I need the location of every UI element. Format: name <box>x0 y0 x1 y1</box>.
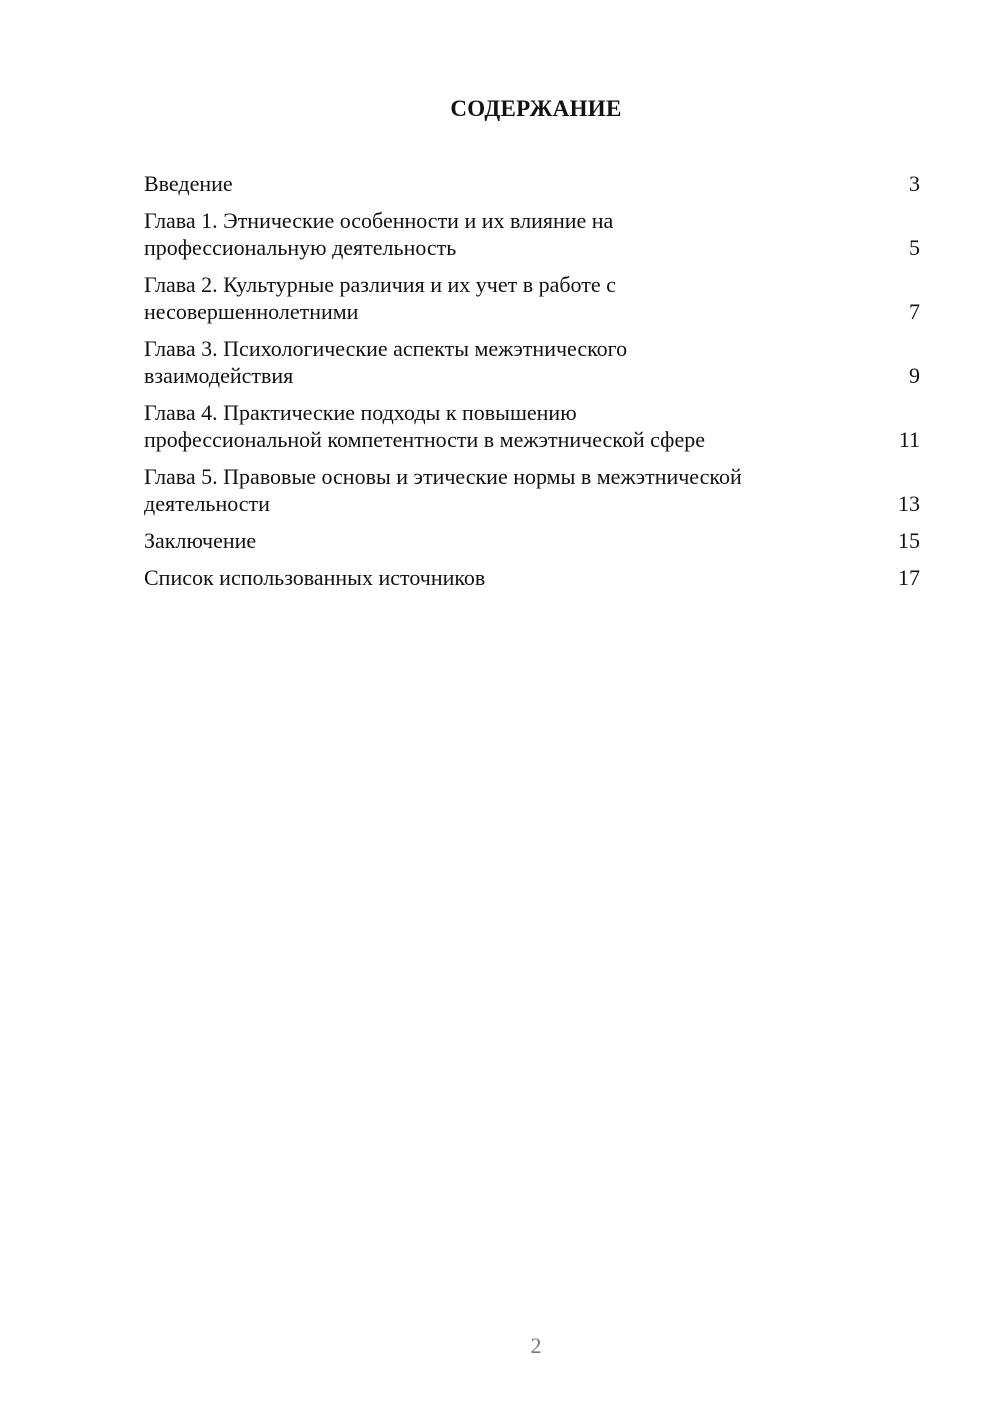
toc-entry-page: 5 <box>909 235 920 260</box>
toc-entry-page: 15 <box>898 528 920 553</box>
toc-entry-line: Глава 2. Культурные различия и их учет в работе с <box>144 272 616 297</box>
toc-entry-line: Глава 4. Практические подходы к повышению <box>144 400 577 425</box>
toc-entry-page: 7 <box>909 299 920 324</box>
toc-entry-line: несовершеннолетними <box>144 299 359 324</box>
toc-entry-page: 9 <box>909 363 920 388</box>
toc-entry-references <box>144 564 920 591</box>
toc-entry-line: взаимодействия <box>144 363 294 388</box>
toc-entry-line: Список использованных источников <box>144 565 486 590</box>
toc-entry-text <box>144 207 834 261</box>
page-number: 2 <box>530 1333 542 1358</box>
toc-entry-chapter-1 <box>144 207 920 261</box>
toc-entry-text <box>144 271 834 325</box>
toc-entry-line: Глава 5. Правовые основы и этические нормы в межэтнической <box>144 464 742 489</box>
toc-entry-line: деятельности <box>144 491 270 516</box>
toc-entry-chapter-4 <box>144 399 920 453</box>
toc-entry-text <box>144 335 834 389</box>
toc-entry-text <box>144 170 834 197</box>
toc-entry-page: 17 <box>898 565 920 590</box>
toc-entry-chapter-5 <box>144 463 920 517</box>
toc-entry-introduction <box>144 170 920 197</box>
toc-entry-line: Заключение <box>144 528 257 553</box>
table-of-contents <box>144 170 920 601</box>
toc-entry-page: 13 <box>898 491 920 516</box>
toc-entry-line: профессиональной компетентности в межэтнической сфере <box>144 427 705 452</box>
toc-entry-line: Глава 3. Психологические аспекты межэтнического <box>144 336 628 361</box>
toc-entry-line: Глава 1. Этнические особенности и их влияние на <box>144 208 614 233</box>
toc-entry-line: Введение <box>144 171 233 196</box>
toc-entry-text <box>144 527 834 554</box>
toc-entry-page: 3 <box>909 171 920 196</box>
toc-entry-text <box>144 463 834 517</box>
toc-entry-chapter-2 <box>144 271 920 325</box>
toc-entry-text <box>144 399 834 453</box>
page-title: СОДЕРЖАНИЕ <box>450 96 622 121</box>
toc-entry-chapter-3 <box>144 335 920 389</box>
toc-entry-text <box>144 564 834 591</box>
toc-entry-page: 11 <box>898 427 920 452</box>
toc-entry-line: профессиональную деятельность <box>144 235 457 260</box>
toc-entry-conclusion <box>144 527 920 554</box>
